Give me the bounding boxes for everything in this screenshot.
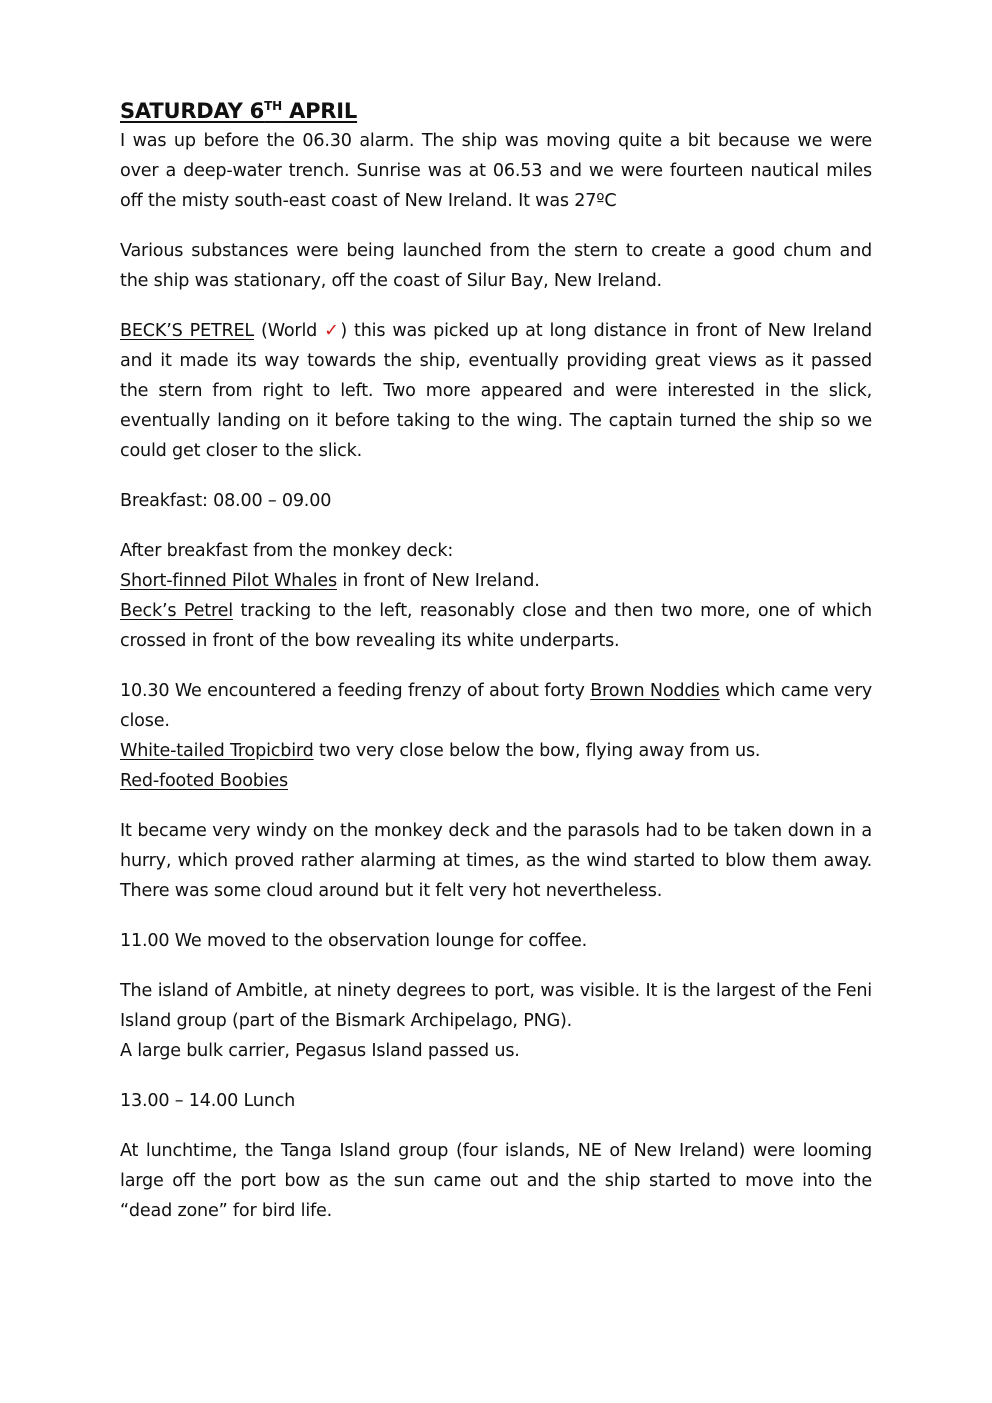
- paragraph-tanga: At lunchtime, the Tanga Island group (four islands, NE of New Ireland) were looming large off the port bow as the sun came out and the ship started to move into the “dead zone” for bird life.: [120, 1141, 872, 1221]
- tropicbird-line: [120, 736, 872, 766]
- frenzy-prefix: 10.30 We encountered a feeding frenzy of about forty: [120, 681, 591, 701]
- whales-description: in front of New Ireland.: [337, 571, 540, 591]
- boobies-line: [120, 766, 872, 796]
- paragraph-frenzy: [120, 676, 872, 796]
- paragraph-breakfast: Breakfast: 08.00 – 09.00: [120, 491, 332, 511]
- species-tropicbird: White-tailed Tropicbird: [120, 741, 314, 761]
- species-becks-petrel-2: Beck’s Petrel: [120, 601, 233, 621]
- world-label: (World: [254, 321, 325, 341]
- document-page: [120, 96, 872, 1246]
- carrier-line: A large bulk carrier, Pegasus Island passed us.: [120, 1041, 520, 1061]
- species-pilot-whales: Short-finned Pilot Whales: [120, 571, 337, 591]
- paragraph-coffee: 11.00 We moved to the observation lounge for coffee.: [120, 931, 587, 951]
- paragraph-monkey-deck: [120, 536, 872, 656]
- species-red-footed-boobies: Red-footed Boobies: [120, 771, 289, 791]
- species-becks-petrel: BECK’S PETREL: [120, 321, 255, 341]
- whales-line: [120, 566, 872, 596]
- petrel-line: [120, 601, 872, 651]
- paragraph-ambitle: [120, 976, 872, 1066]
- paragraph-lunch: 13.00 – 14.00 Lunch: [120, 1091, 296, 1111]
- petrel-description: tracking to the left, reasonably close and then two more, one of which crossed in front of the bow revealing its white underparts.: [120, 601, 872, 651]
- becks-petrel-description: ) this was picked up at long distance in front of New Ireland and it made its way towards the ship, eventually providing great views as it passed the stern from right to left. Two more appeared and were interested in the slick, eventually landing on it before taking to the wing. The captain turned the ship so we could get closer to the slick.: [120, 321, 873, 461]
- tropicbird-description: two very close below the bow, flying away from us.: [313, 741, 761, 761]
- frenzy-suffix: which came very close.: [120, 681, 872, 731]
- day-heading: [120, 96, 872, 126]
- paragraph-becks-petrel: [120, 316, 872, 466]
- species-brown-noddies: Brown Noddies: [590, 681, 720, 701]
- heading-ordinal: TH: [264, 99, 282, 113]
- monkey-deck-intro: After breakfast from the monkey deck:: [120, 541, 454, 561]
- frenzy-line: [120, 681, 872, 731]
- paragraph-windy: It became very windy on the monkey deck and the parasols had to be taken down in a hurry, which proved rather alarming at times, as the wind started to blow them away. There was some cloud around but it felt very hot nevertheless.: [120, 821, 872, 901]
- ambitle-text: The island of Ambitle, at ninety degrees to port, was visible. It is the largest of the Feni Island group (part of the Bismark Archipelago, PNG).: [120, 981, 872, 1031]
- heading-date: SATURDAY 6: [120, 99, 265, 123]
- checkmark-icon: ✓: [324, 321, 341, 341]
- paragraph-alarm: I was up before the 06.30 alarm. The ship was moving quite a bit because we were over a deep-water trench. Sunrise was at 06.53 and we were fourteen nautical miles off the misty south-east coast of New Ireland. It was 27ºC: [120, 131, 872, 211]
- paragraph-chum: Various substances were being launched from the stern to create a good chum and the ship was stationary, off the coast of Silur Bay, New Ireland.: [120, 241, 872, 291]
- heading-month: APRIL: [281, 99, 358, 123]
